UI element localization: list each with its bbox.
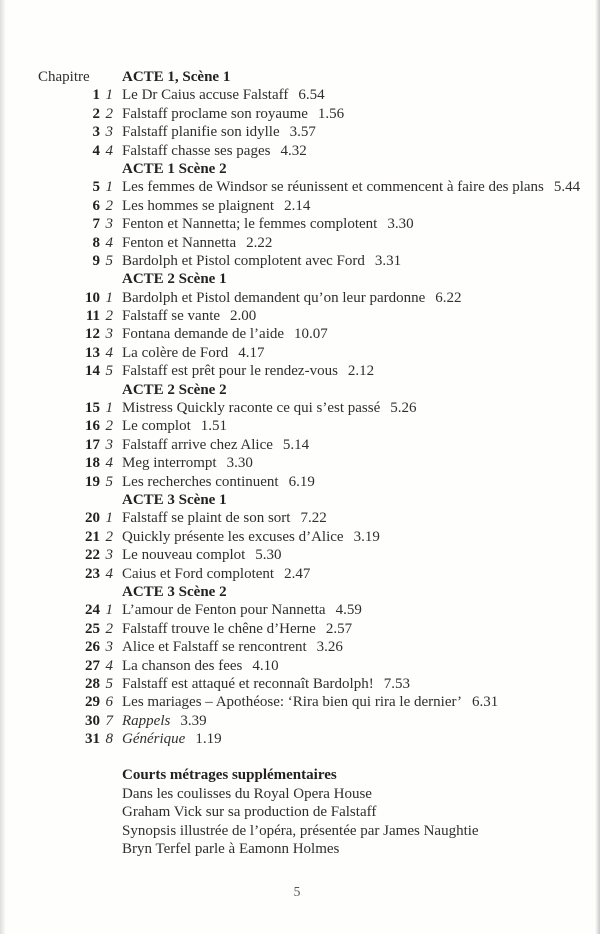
- scene-number: 3: [105, 124, 113, 141]
- entry-title-cell: [122, 123, 316, 141]
- entry-title-cell: [122, 142, 307, 160]
- scene-number-empty: [100, 381, 113, 399]
- entry-title-cell: [122, 546, 282, 564]
- chapter-number: 29: [85, 694, 100, 711]
- entry-title: Le Dr Caius accuse Falstaff: [122, 87, 289, 104]
- bonus-feature-item: Dans les coulisses du Royal Opera House: [122, 785, 372, 802]
- entry-title: Caius et Ford complotent: [122, 565, 275, 582]
- scene-number: 5: [105, 363, 113, 380]
- entry-duration: 4.32: [280, 142, 307, 159]
- entry-title: Les femmes de Windsor se réunissent et commencent à faire des plans: [122, 179, 544, 196]
- scene-number: 5: [105, 473, 113, 490]
- chapter-number: 11: [85, 308, 100, 325]
- chapter-number: 27: [85, 657, 100, 674]
- chapter-number: 1: [92, 87, 100, 104]
- scene-number: 1: [105, 602, 113, 619]
- entry-title-cell: [122, 473, 315, 491]
- entry-duration: 1.56: [317, 105, 345, 122]
- entry-title: Fenton et Nannetta: [122, 234, 237, 251]
- entry-title: Falstaff est prêt pour le rendez-vous: [122, 363, 338, 380]
- entry-duration: 3.39: [180, 712, 207, 729]
- entry-title: Mistress Quickly raconte ce qui s’est passé: [122, 400, 381, 417]
- toc-entry-row: [38, 197, 586, 215]
- chapter-number: 14: [85, 363, 100, 380]
- toc-entry-row: [38, 215, 586, 233]
- chapter-number-empty: [38, 583, 100, 601]
- bonus-features-section: [122, 766, 479, 859]
- bonus-feature-item: Graham Vick sur sa production de Falstaff: [122, 804, 377, 820]
- toc-entry-row: [38, 123, 586, 141]
- entry-title-cell: [122, 417, 227, 435]
- section-title: ACTE 1, Scène 1: [122, 69, 231, 85]
- entry-duration: 6.54: [298, 87, 325, 104]
- entry-duration: 7.22: [300, 510, 327, 527]
- entry-duration: 6.19: [288, 473, 315, 490]
- entry-duration: 5.14: [282, 436, 310, 453]
- entry-title-cell: [122, 344, 264, 362]
- entry-title: Falstaff trouve le chêne d’Herne: [122, 620, 316, 637]
- scene-number: 4: [105, 565, 113, 582]
- entry-duration: 2.22: [246, 234, 273, 251]
- section-title: ACTE 3 Scène 1: [122, 491, 227, 508]
- page-right-edge-shadow: [595, 0, 600, 934]
- scene-number: 7: [105, 712, 113, 729]
- entry-title-cell: [122, 325, 328, 343]
- entry-title-cell: [122, 86, 325, 104]
- entry-duration: 5.30: [255, 547, 282, 564]
- scene-number: 1: [105, 400, 113, 417]
- entry-duration: 3.30: [387, 216, 414, 233]
- toc-entry-row: [38, 307, 586, 325]
- entry-duration: 2.47: [284, 565, 311, 582]
- scene-number: 6: [105, 694, 113, 711]
- scene-number: 4: [105, 142, 113, 159]
- entry-title-cell: [122, 362, 374, 380]
- scene-number: 3: [105, 639, 113, 656]
- chapter-number: 28: [85, 675, 100, 692]
- toc-entry-row: [38, 657, 586, 675]
- scene-number: 4: [105, 344, 113, 361]
- toc-entry-row: [38, 325, 586, 343]
- entry-title-cell: [122, 730, 222, 748]
- entry-duration: 6.31: [472, 694, 499, 711]
- entry-title: Fenton et Nannetta; le femmes complotent: [122, 216, 378, 233]
- section-title: ACTE 1 Scène 2: [122, 160, 227, 177]
- entry-title-cell: [122, 234, 272, 252]
- entry-duration: 6.22: [435, 289, 462, 306]
- entry-title-cell: [122, 509, 327, 527]
- toc-entry-row: [38, 289, 586, 307]
- entry-title: Falstaff est attaqué et reconnaît Bardolph!: [122, 675, 374, 692]
- chapter-number-empty: [38, 160, 100, 178]
- chapter-number: 2: [92, 105, 100, 122]
- scene-number: 2: [105, 197, 113, 214]
- toc-entry-row: [38, 620, 586, 638]
- scene-number-empty: [100, 160, 113, 178]
- entry-title-cell: [122, 675, 410, 693]
- scene-number: 2: [105, 308, 113, 325]
- entry-title-cell: [122, 454, 253, 472]
- chapter-number: 22: [85, 547, 100, 564]
- toc-entry-row: [38, 712, 586, 730]
- toc-entry-row: [38, 417, 586, 435]
- chapter-number-empty: [38, 270, 100, 288]
- entry-title: Alice et Falstaff se rencontrent: [122, 639, 307, 656]
- entry-title: La chanson des fees: [122, 657, 243, 674]
- scene-number: 5: [105, 252, 113, 269]
- entry-title-cell: [122, 601, 362, 619]
- toc-section-row: [38, 583, 586, 601]
- entry-duration: 3.30: [226, 455, 253, 472]
- entry-duration: 2.14: [284, 197, 311, 214]
- entry-title-cell: [122, 436, 309, 454]
- entry-duration: 7.53: [383, 675, 410, 692]
- entry-title-cell: [122, 289, 462, 307]
- toc-entry-row: [38, 344, 586, 362]
- section-title: ACTE 3 Scène 2: [122, 583, 227, 600]
- chapter-number: 10: [85, 289, 100, 306]
- entry-title-cell: [122, 307, 256, 325]
- scene-number: 3: [105, 326, 113, 343]
- toc-entry-row: [38, 234, 586, 252]
- entry-duration: 4.17: [238, 344, 265, 361]
- chapter-number: 9: [92, 252, 100, 269]
- scene-number: 8: [105, 731, 113, 748]
- scene-number: 5: [105, 675, 113, 692]
- entry-title: Les mariages – Apothéose: ‘Rira bien qui rira le dernier’: [122, 694, 463, 711]
- toc-entry-row: [38, 638, 586, 656]
- page-number: 5: [293, 884, 301, 899]
- toc-entry-row: [38, 528, 586, 546]
- entry-title: Bardolph et Pistol demandent qu’on leur pardonne: [122, 289, 426, 306]
- scene-number-empty: [100, 270, 113, 288]
- chapter-number: 30: [85, 712, 100, 729]
- chapter-number: 23: [85, 565, 100, 582]
- bonus-features-heading: Courts métrages supplémentaires: [122, 767, 337, 783]
- toc-entry-row: [38, 730, 586, 748]
- scene-number-empty: [100, 583, 113, 601]
- entry-title-cell: [122, 215, 414, 233]
- toc-section-row: [38, 491, 586, 509]
- section-title: ACTE 2 Scène 2: [122, 381, 227, 398]
- toc-entry-row: [38, 601, 586, 619]
- page-left-edge-shadow: [0, 0, 6, 934]
- toc-entry-row: [38, 454, 586, 472]
- toc-entry-row: [38, 693, 586, 711]
- entry-title-cell: [122, 528, 380, 546]
- entry-title: Falstaff chasse ses pages: [122, 142, 271, 159]
- entry-title: Falstaff se vante: [122, 308, 221, 325]
- entry-title: Fontana demande de l’aide: [122, 326, 285, 343]
- toc-header-row: [38, 68, 586, 86]
- chapter-number: 5: [92, 179, 100, 196]
- chapter-number: 17: [85, 436, 100, 453]
- entry-title: Quickly présente les excuses d’Alice: [122, 528, 344, 545]
- chapter-number: 26: [85, 639, 100, 656]
- scene-number: 4: [105, 657, 113, 674]
- entry-duration: 3.57: [289, 124, 316, 141]
- chapter-number: 13: [85, 344, 100, 361]
- entry-title-cell: [122, 178, 580, 196]
- chapter-number-empty: [38, 491, 100, 509]
- toc-entry-row: [38, 509, 586, 527]
- scene-number: 4: [105, 234, 113, 251]
- toc-entry-row: [38, 86, 586, 104]
- toc-section-row: [38, 160, 586, 178]
- section-title: ACTE 2 Scène 1: [122, 271, 227, 288]
- chapter-number: 20: [85, 510, 100, 527]
- chapter-number: 8: [92, 234, 100, 251]
- bonus-feature-item: Bryn Terfel parle à Eamonn Holmes: [122, 841, 340, 857]
- entry-title-cell: [122, 638, 343, 656]
- scene-number: 2: [105, 105, 113, 122]
- entry-duration: 3.19: [353, 528, 380, 545]
- chapter-number-empty: [38, 381, 100, 399]
- entry-title: Le nouveau complot: [122, 547, 246, 564]
- toc-entry-row: [38, 252, 586, 270]
- entry-title-cell: [122, 693, 498, 711]
- entry-duration: 1.51: [200, 418, 227, 435]
- chapter-column-header: Chapitre: [38, 69, 90, 85]
- toc-entry-row: [38, 675, 586, 693]
- scene-number: 1: [105, 179, 113, 196]
- chapter-number: 21: [85, 528, 100, 545]
- entry-title-cell: [122, 712, 207, 730]
- toc-entry-row: [38, 362, 586, 380]
- scene-number-empty: [100, 491, 113, 509]
- scene-number: 3: [105, 436, 113, 453]
- toc-entry-row: [38, 546, 586, 564]
- toc-entry-row: [38, 436, 586, 454]
- scene-number: 1: [105, 510, 113, 527]
- entry-title: Rappels: [122, 712, 171, 729]
- entry-title: Falstaff arrive chez Alice: [122, 436, 273, 453]
- entry-title: Meg interrompt: [122, 455, 217, 472]
- entry-duration: 1.19: [195, 731, 222, 748]
- entry-title-cell: [122, 399, 417, 417]
- scene-number: 1: [105, 289, 113, 306]
- entry-duration: 5.44: [553, 179, 581, 196]
- entry-duration: 3.31: [374, 252, 402, 269]
- chapter-number: 19: [85, 473, 100, 490]
- entry-duration: 3.26: [316, 639, 343, 656]
- entry-title: Falstaff planifie son idylle: [122, 124, 280, 141]
- toc-entry-row: [38, 565, 586, 583]
- chapter-number: 24: [85, 602, 100, 619]
- chapter-list: [38, 68, 586, 748]
- scene-number: 4: [105, 455, 113, 472]
- entry-title: Les hommes se plaignent: [122, 197, 275, 214]
- chapter-number: 15: [85, 400, 100, 417]
- toc-entry-row: [38, 142, 586, 160]
- entry-duration: 2.00: [230, 308, 257, 325]
- chapter-number: 6: [92, 197, 100, 214]
- entry-title-cell: [122, 657, 279, 675]
- entry-title-cell: [122, 565, 310, 583]
- toc-entry-row: [38, 105, 586, 123]
- entry-title: Le complot: [122, 418, 191, 435]
- chapter-number: 3: [92, 124, 100, 141]
- entry-title: La colère de Ford: [122, 344, 229, 361]
- entry-title: Générique: [122, 731, 186, 748]
- toc-section-row: [38, 381, 586, 399]
- chapter-number: 16: [85, 418, 100, 435]
- scene-number: 2: [105, 418, 113, 435]
- chapter-number: 7: [92, 216, 100, 233]
- toc-section-row: [38, 270, 586, 288]
- entry-duration: 10.07: [294, 326, 328, 343]
- entry-duration: 4.59: [335, 602, 362, 619]
- toc-entry-row: [38, 399, 586, 417]
- chapter-number: 31: [85, 731, 100, 748]
- toc-entry-row: [38, 473, 586, 491]
- chapter-number: 12: [85, 326, 100, 343]
- entry-title: Les recherches continuent: [122, 473, 279, 490]
- entry-title: L’amour de Fenton pour Nannetta: [122, 602, 326, 619]
- entry-duration: 4.10: [252, 657, 279, 674]
- toc-entry-row: [38, 178, 586, 196]
- chapter-number: 4: [92, 142, 100, 159]
- chapter-number: 25: [85, 620, 100, 637]
- bonus-feature-item: Synopsis illustrée de l’opéra, présentée par James Naughtie: [122, 822, 479, 839]
- scene-number: 3: [105, 547, 113, 564]
- entry-duration: 5.26: [390, 400, 417, 417]
- scene-number: 2: [105, 528, 113, 545]
- entry-title-cell: [122, 197, 310, 215]
- entry-duration: 2.12: [347, 363, 375, 380]
- entry-title-cell: [122, 620, 352, 638]
- chapter-number: 18: [85, 455, 100, 472]
- entry-duration: 2.57: [325, 620, 353, 637]
- scene-number: 3: [105, 216, 113, 233]
- entry-title-cell: [122, 105, 344, 123]
- entry-title-cell: [122, 252, 401, 270]
- scene-number: 2: [105, 620, 113, 637]
- entry-title: Falstaff proclame son royaume: [122, 105, 308, 122]
- entry-title: Bardolph et Pistol complotent avec Ford: [122, 252, 365, 269]
- scene-number: 1: [105, 87, 113, 104]
- entry-title: Falstaff se plaint de son sort: [122, 510, 291, 527]
